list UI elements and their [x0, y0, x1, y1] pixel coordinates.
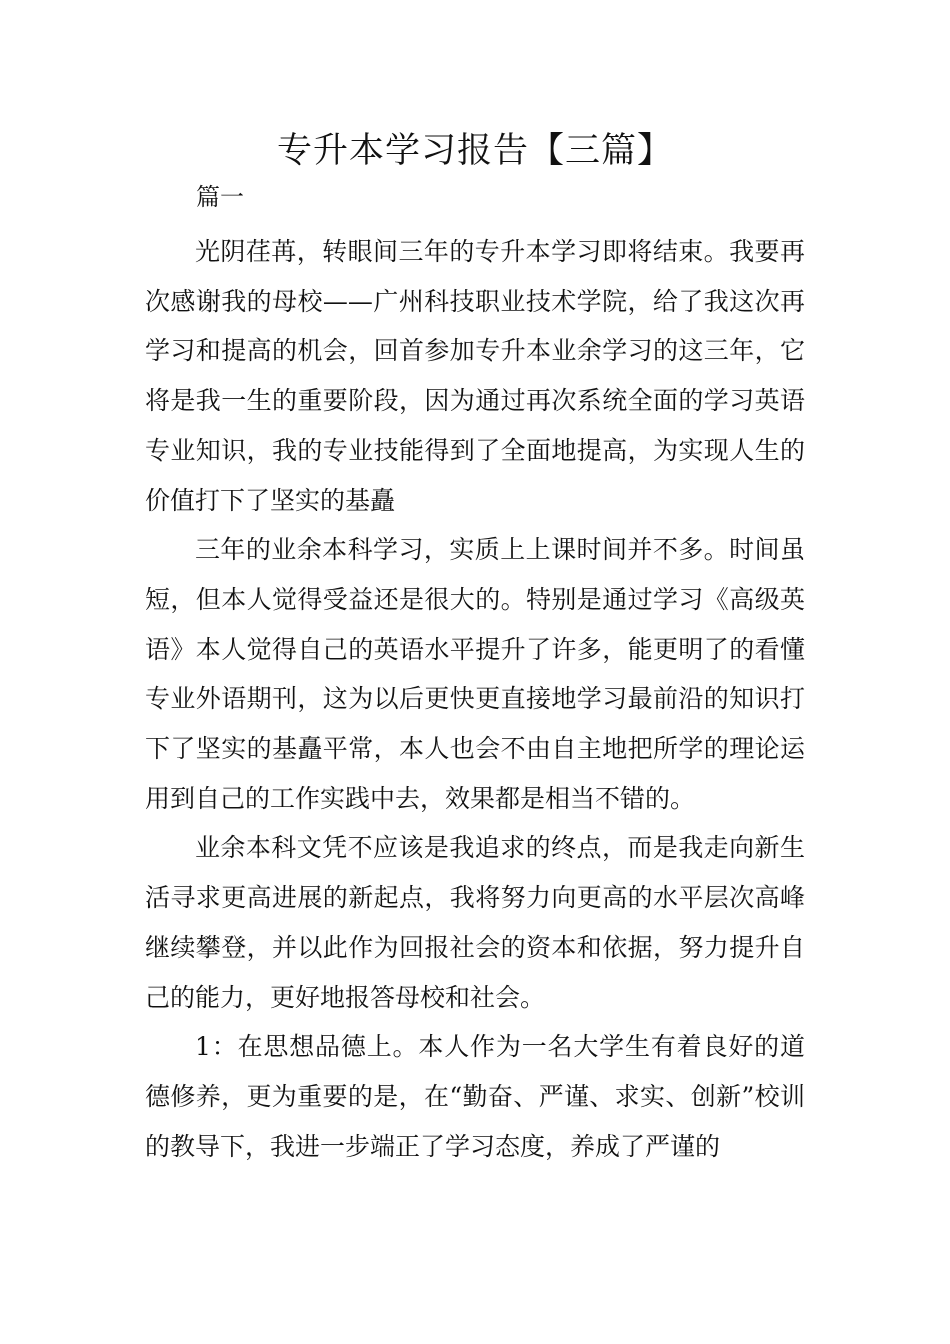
paragraph-3: 业余本科文凭不应该是我追求的终点，而是我走向新生活寻求更高进展的新起点，我将努力向更高的水平层次高峰继续攀登，并以此作为回报社会的资本和依据，努力提升自己的能力，更好地报答母校和社会。 [145, 833, 805, 1012]
document-title: 专升本学习报告【三篇】 [276, 131, 673, 171]
paragraph-4: 1：在思想品德上。本人作为一名大学生有着良好的道德修养，更为重要的是，在“勤奋、严谨、求实、创新”校训的教导下，我进一步端正了学习态度，养成了严谨的 [145, 1032, 805, 1161]
paragraph-2: 三年的业余本科学习，实质上上课时间并不多。时间虽短，但本人觉得受益还是很大的。特别是通过学习《高级英语》本人觉得自己的英语水平提升了许多，能更明了的看懂专业外语期刊，这为以后更快更直接地学习最前沿的知识打下了坚实的基矗平常，本人也会不由自主地把所学的理论运用到自己的工作实践中去，效果都是相当不错的。 [145, 535, 805, 813]
document-body [145, 227, 805, 1171]
section-label: 篇一 [196, 183, 244, 211]
paragraph-1: 光阴荏苒，转眼间三年的专升本学习即将结束。我要再次感谢我的母校——广州科技职业技术学院，给了我这次再学习和提高的机会，回首参加专升本业余学习的这三年，它将是我一生的重要阶段，因为通过再次系统全面的学习英语专业知识，我的专业技能得到了全面地提高，为实现人生的价值打下了坚实的基矗 [145, 237, 805, 515]
